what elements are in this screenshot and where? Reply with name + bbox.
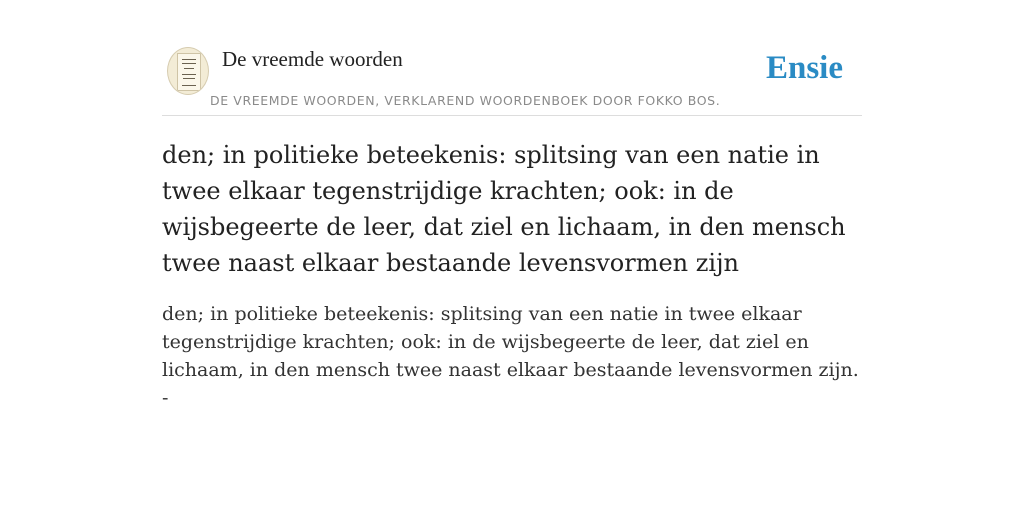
source-title[interactable]: De vreemde woorden	[222, 47, 403, 71]
cover-line	[182, 63, 196, 64]
source-header	[162, 44, 862, 116]
cover-line	[182, 59, 196, 60]
cover-line	[182, 85, 196, 86]
book-cover-icon[interactable]	[167, 47, 209, 95]
definition-heading: den; in politieke beteekenis: splitsing van een natie in twee elkaar tegenstrijdige krachten; ook: in de wijsbegeerte de leer, dat ziel en lichaam, in den mensch twee naast elkaar bestaande levensvormen zijn	[162, 141, 846, 277]
book-cover-page	[177, 53, 201, 91]
brand-logo[interactable]: Ensie	[765, 50, 843, 86]
definition-body: den; in politieke beteekenis: splitsing van een natie in twee elkaar tegenstrijdige krachten; ook: in de wijsbegeerte de leer, dat ziel en lichaam, in den mensch twee naast elkaar bestaande levensvormen zijn. -	[162, 303, 859, 409]
cover-line	[182, 74, 196, 75]
source-subtitle: DE VREEMDE WOORDEN, VERKLAREND WOORDENBOEK DOOR FOKKO BOS.	[210, 93, 721, 108]
cover-line	[183, 78, 195, 79]
cover-line	[184, 68, 194, 69]
